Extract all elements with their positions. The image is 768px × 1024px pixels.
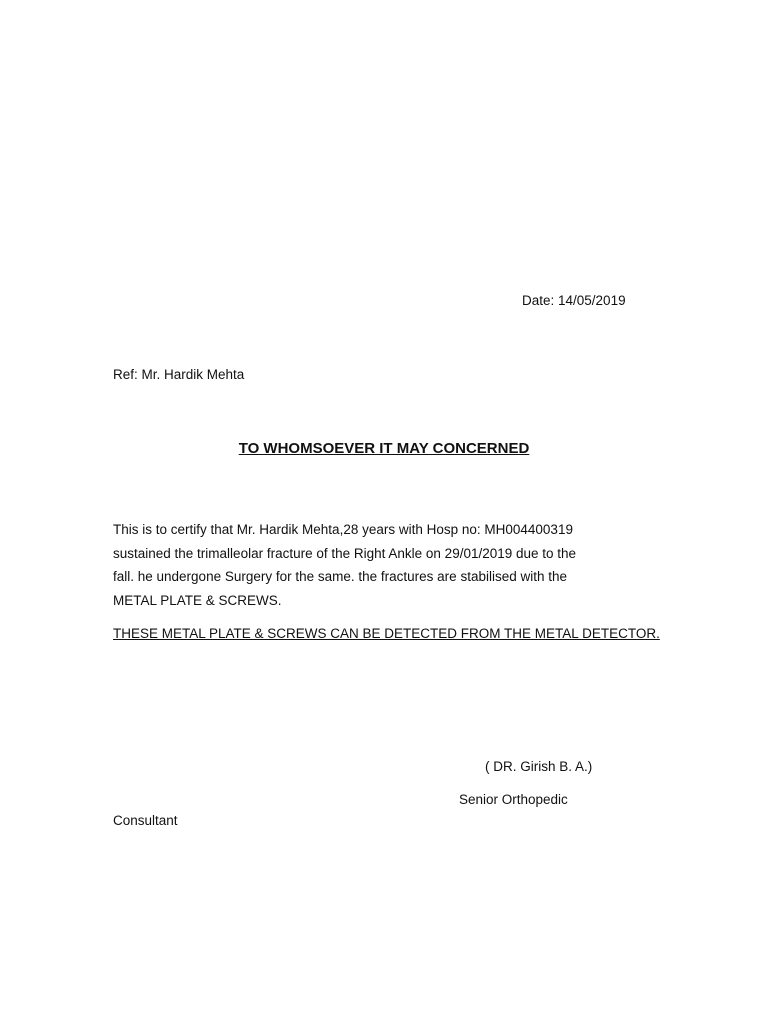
letter-body — [113, 518, 653, 612]
body-line: sustained the trimalleolar fracture of the Right Ankle on 29/01/2019 due to the — [113, 545, 577, 561]
body-line: fall. he undergone Surgery for the same. the fractures are stabilised with the — [113, 569, 567, 584]
metal-detector-notice: THESE METAL PLATE & SCREWS CAN BE DETECTED FROM THE METAL DETECTOR. — [113, 626, 660, 641]
body-line: METAL PLATE & SCREWS. — [113, 592, 282, 608]
signatory-name: ( DR. Girish B. A.) — [485, 759, 593, 774]
body-line: This is to certify that Mr. Hardik Mehta,28 years with Hosp no: MH004400319 — [113, 522, 573, 537]
reference-line: Ref: Mr. Hardik Mehta — [113, 367, 245, 382]
letter-heading: TO WHOMSOEVER IT MAY CONCERNED — [238, 440, 530, 457]
signatory-title: Senior Orthopedic — [459, 792, 568, 807]
letter-date: Date: 14/05/2019 — [522, 293, 626, 308]
signatory-role: Consultant — [113, 813, 178, 828]
